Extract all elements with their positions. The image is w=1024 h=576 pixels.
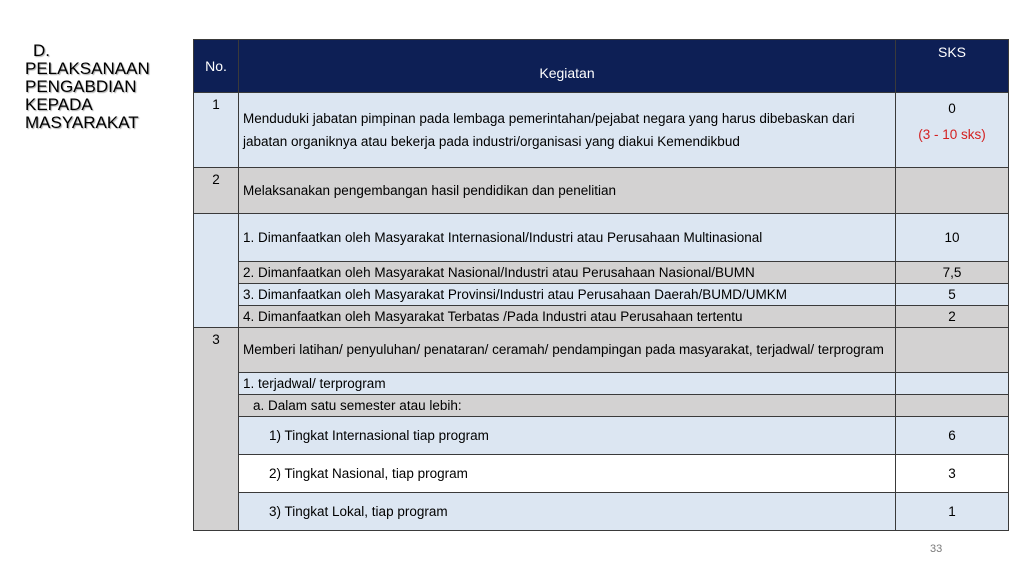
row-kegiatan: Memberi latihan/ penyuluhan/ penataran/ ceramah/ pendampingan pada masyarakat, terjadwal/ terprogram bbox=[239, 328, 896, 373]
row-sks: 7,5 bbox=[896, 262, 1009, 284]
row-sks: 6 bbox=[896, 417, 1009, 455]
header-no: No. bbox=[194, 40, 239, 93]
table-row bbox=[194, 373, 1009, 395]
row-kegiatan: 1. Dimanfaatkan oleh Masyarakat Internasional/Industri atau Perusahaan Multinasional bbox=[239, 214, 896, 262]
activity-table bbox=[193, 39, 1009, 531]
row-sks bbox=[896, 373, 1009, 395]
table-row bbox=[194, 262, 1009, 284]
table-row bbox=[194, 168, 1009, 214]
table-row bbox=[194, 306, 1009, 328]
section-title-line: PELAKSANAAN bbox=[25, 59, 150, 78]
row-no bbox=[194, 214, 239, 328]
table-row bbox=[194, 493, 1009, 531]
row-sks: 2 bbox=[896, 306, 1009, 328]
table-row bbox=[194, 417, 1009, 455]
row-kegiatan: Melaksanakan pengembangan hasil pendidikan dan penelitian bbox=[239, 168, 896, 214]
section-title-line: PENGABDIAN bbox=[25, 77, 137, 96]
row-kegiatan: Menduduki jabatan pimpinan pada lembaga pemerintahan/pejabat negara yang harus dibebaskan dari jabatan organiknya atau bekerja pada industri/organisasi yang diakui Kemendikbud bbox=[239, 93, 896, 168]
row-kegiatan: 1. terjadwal/ terprogram bbox=[239, 373, 896, 395]
row-sks: 3 bbox=[896, 455, 1009, 493]
row-no: 2 bbox=[194, 168, 239, 214]
row-sks: 5 bbox=[896, 284, 1009, 306]
row-kegiatan: 4. Dimanfaatkan oleh Masyarakat Terbatas /Pada Industri atau Perusahaan tertentu bbox=[239, 306, 896, 328]
row-no: 1 bbox=[194, 93, 239, 168]
row-kegiatan: 1) Tingkat Internasional tiap program bbox=[239, 417, 896, 455]
row-kegiatan: a. Dalam satu semester atau lebih: bbox=[239, 395, 896, 417]
row-sks bbox=[896, 395, 1009, 417]
sks-value: 0 bbox=[948, 101, 956, 116]
table-row bbox=[194, 328, 1009, 373]
table-row bbox=[194, 395, 1009, 417]
row-kegiatan: 2. Dimanfaatkan oleh Masyarakat Nasional/Industri atau Perusahaan Nasional/BUMN bbox=[239, 262, 896, 284]
section-title-line: MASYARAKAT bbox=[25, 113, 139, 132]
table-header-row bbox=[194, 40, 1009, 93]
row-no: 3 bbox=[194, 328, 239, 531]
table-row bbox=[194, 93, 1009, 168]
row-kegiatan: 3) Tingkat Lokal, tiap program bbox=[239, 493, 896, 531]
row-sks: 1 bbox=[896, 493, 1009, 531]
section-title bbox=[25, 42, 190, 132]
section-title-line: KEPADA bbox=[25, 95, 93, 114]
header-kegiatan: Kegiatan bbox=[239, 40, 896, 93]
page-number: 33 bbox=[930, 543, 943, 555]
header-sks: SKS bbox=[896, 40, 1009, 93]
section-title-line: D. bbox=[33, 41, 50, 60]
sks-note: (3 - 10 sks) bbox=[918, 127, 986, 142]
row-sks bbox=[896, 93, 1009, 168]
row-kegiatan: 2) Tingkat Nasional, tiap program bbox=[239, 455, 896, 493]
row-sks bbox=[896, 328, 1009, 373]
row-sks bbox=[896, 168, 1009, 214]
row-kegiatan: 3. Dimanfaatkan oleh Masyarakat Provinsi/Industri atau Perusahaan Daerah/BUMD/UMKM bbox=[239, 284, 896, 306]
row-sks: 10 bbox=[896, 214, 1009, 262]
table-row bbox=[194, 284, 1009, 306]
table-row bbox=[194, 455, 1009, 493]
table-row bbox=[194, 214, 1009, 262]
